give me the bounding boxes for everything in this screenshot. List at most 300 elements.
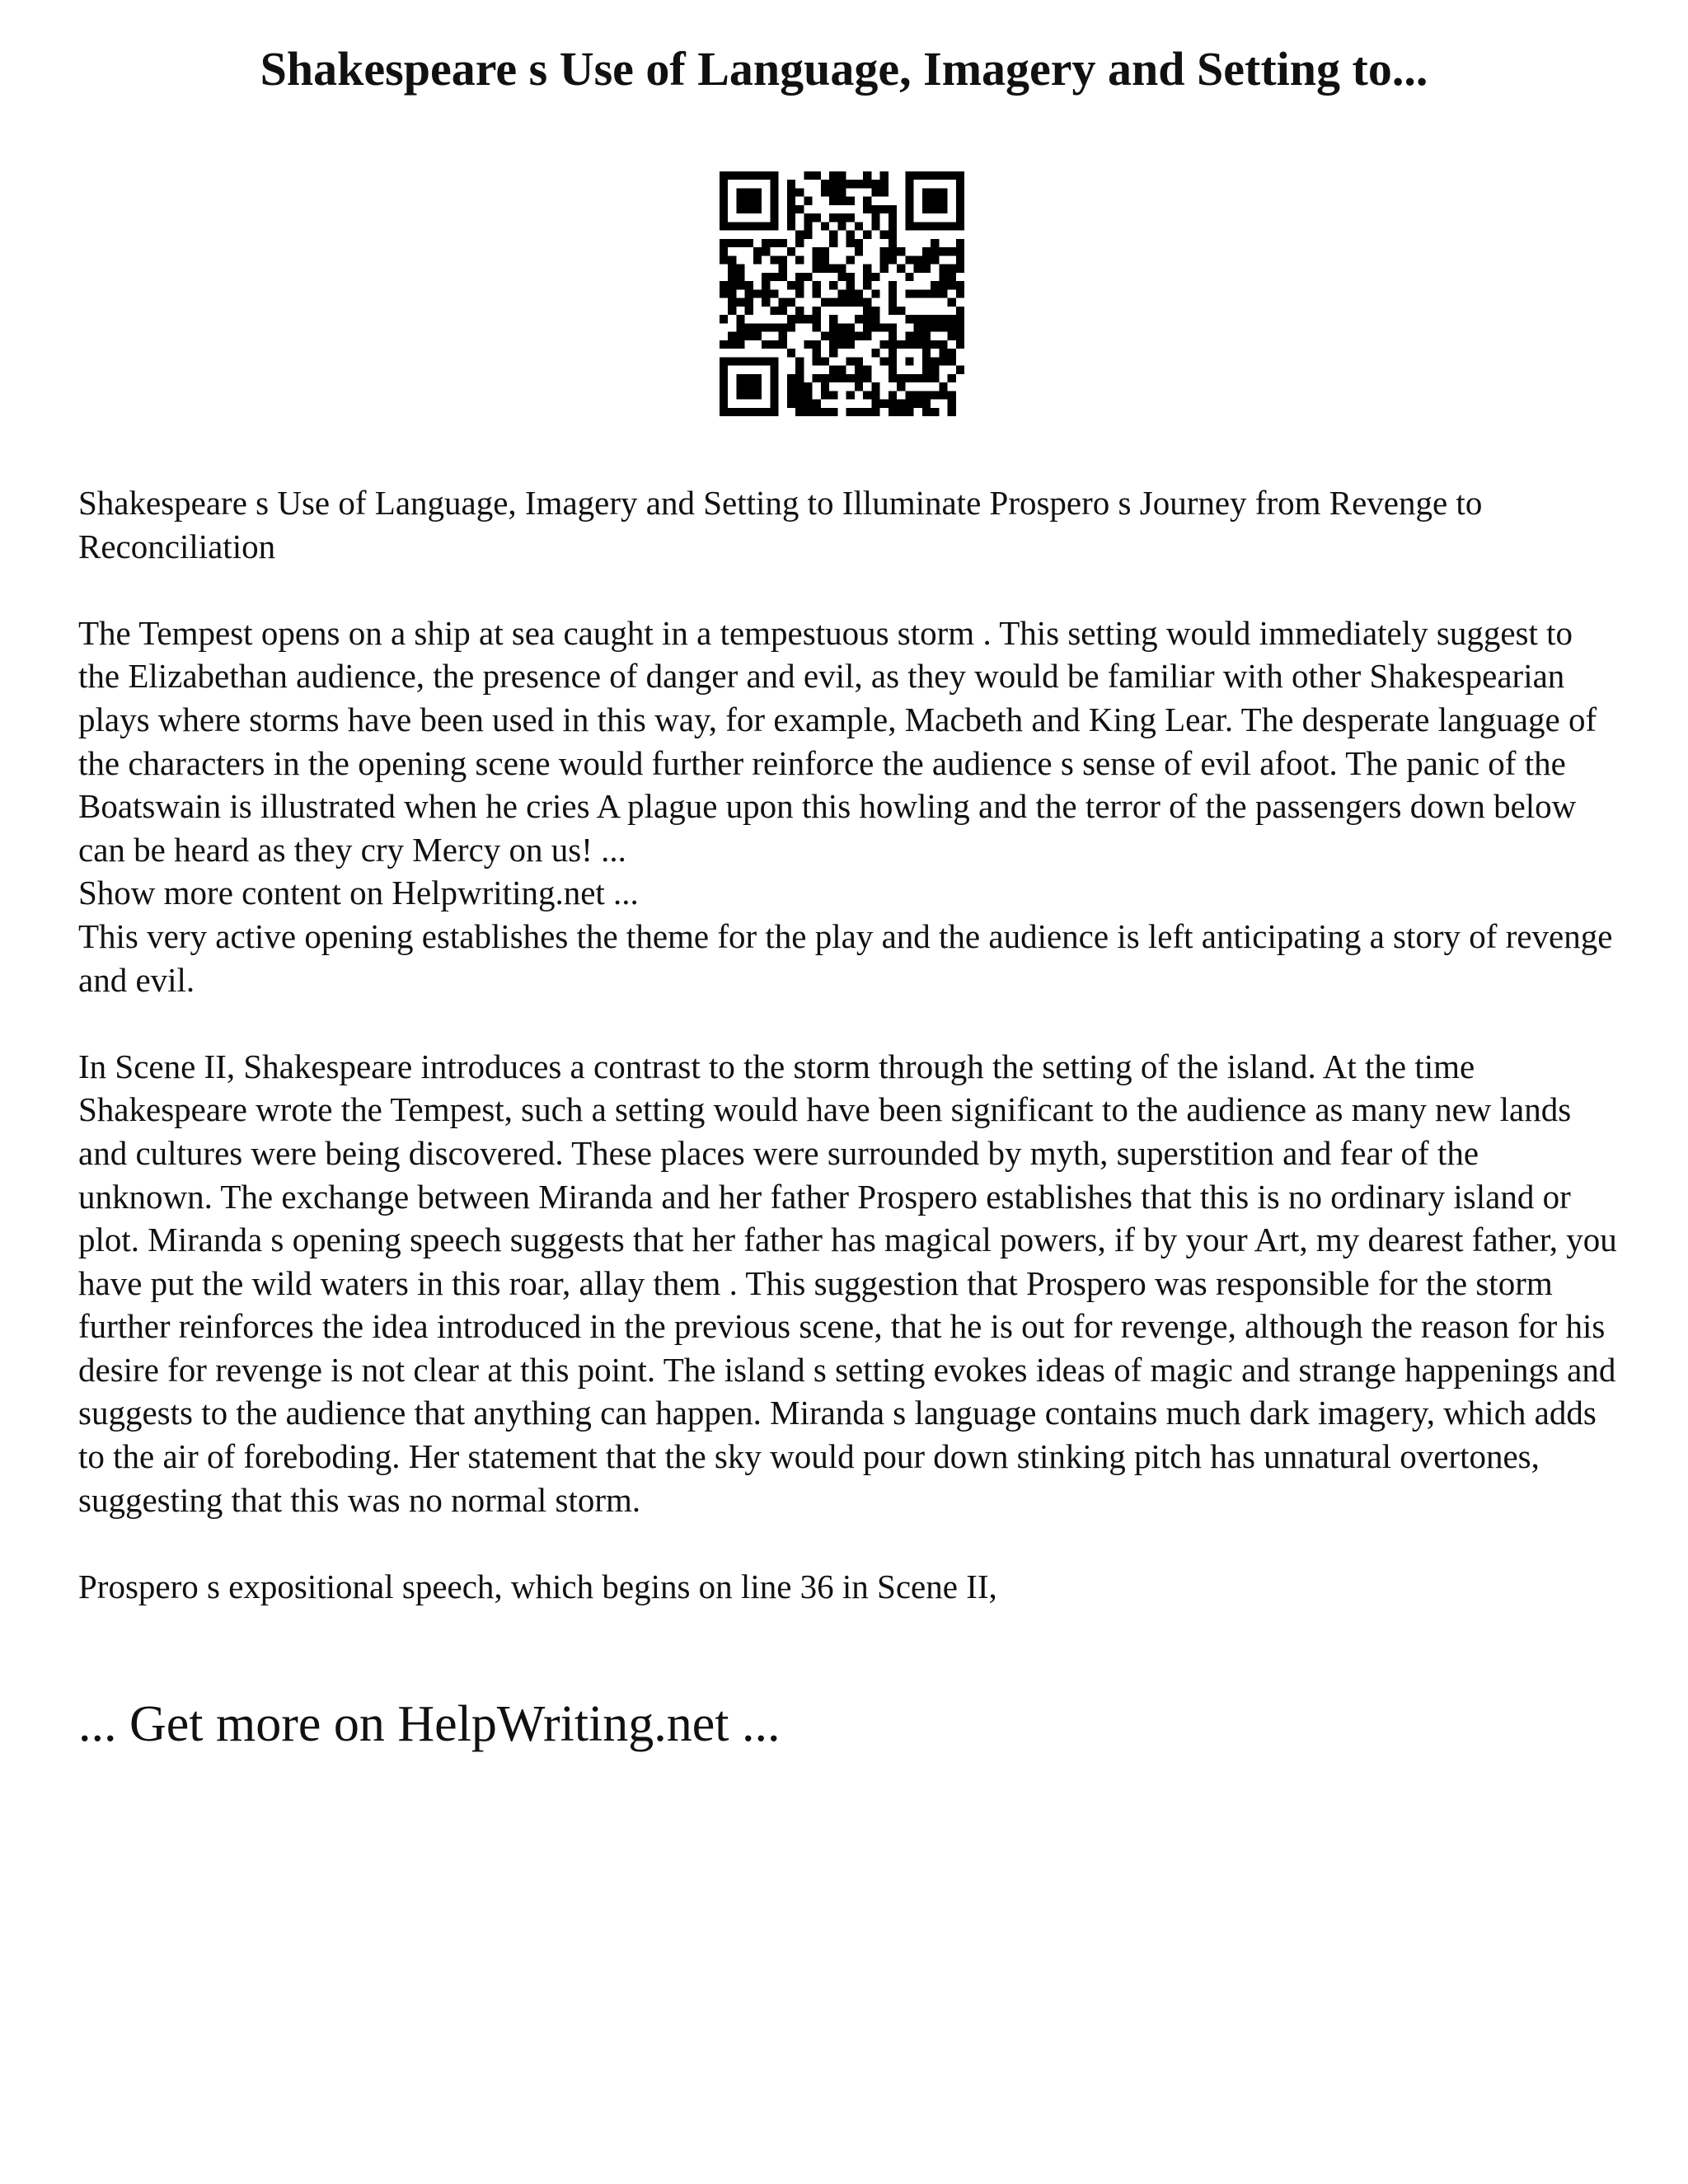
qr-module [956,180,964,188]
qr-module [804,171,812,180]
qr-module [846,357,855,365]
qr-module [922,247,931,255]
qr-module [762,323,770,331]
qr-module [889,281,897,289]
qr-module [804,231,812,239]
qr-module [948,357,956,365]
paragraph-gap [78,1521,1620,1565]
qr-module [922,323,931,331]
qr-module [795,391,804,399]
qr-module [846,391,855,399]
qr-module [948,408,956,416]
qr-module [829,188,837,196]
qr-module [770,289,778,298]
qr-module [720,315,728,323]
qr-module [745,374,753,382]
qr-module [939,315,947,323]
qr-module [871,400,879,408]
qr-module [871,213,879,222]
qr-module [855,315,863,323]
qr-module [779,332,787,340]
qr-module [813,374,821,382]
qr-module [897,265,905,273]
qr-module [939,273,947,281]
qr-module [871,391,879,399]
qr-module [804,197,812,205]
qr-module [753,255,762,264]
qr-module [922,357,931,365]
qr-module [905,400,913,408]
qr-module [846,255,855,264]
qr-module [905,357,913,365]
qr-module [956,213,964,222]
qr-module [813,247,821,255]
qr-module [948,265,956,273]
qr-module [795,400,804,408]
qr-module [855,298,863,307]
qr-module [863,307,871,315]
qr-module [745,307,753,315]
qr-module [762,289,770,298]
qr-module [720,197,728,205]
qr-module [829,374,837,382]
show-more-text: Show more content on Helpwriting.net ... [78,874,639,912]
qr-module [956,222,964,230]
qr-module [897,247,905,255]
qr-module [871,222,879,230]
qr-module [922,188,931,196]
qr-module [779,265,787,273]
qr-module [779,273,787,281]
qr-module [829,265,837,273]
qr-module [804,400,812,408]
qr-module [914,265,922,273]
qr-module [846,231,855,239]
qr-module [931,188,939,196]
qr-module [745,298,753,307]
qr-module [813,315,821,323]
qr-module [753,408,762,416]
qr-module [813,255,821,264]
qr-module [753,222,762,230]
qr-module [939,222,947,230]
qr-module [922,349,931,357]
qr-module [762,281,770,289]
qr-module [939,205,947,213]
qr-module [804,382,812,391]
qr-module [846,239,855,247]
qr-module [956,197,964,205]
qr-module [931,205,939,213]
qr-module [829,315,837,323]
qr-module [837,180,846,188]
qr-module [905,273,913,281]
qr-module [770,357,778,365]
qr-module [770,366,778,374]
qr-module [821,265,829,273]
qr-module [736,382,744,391]
qr-module [922,171,931,180]
qr-module [736,239,744,247]
qr-module [770,171,778,180]
qr-module [804,408,812,416]
qr-module [922,289,931,298]
qr-module [736,340,744,349]
qr-module [795,357,804,365]
qr-module [939,188,947,196]
qr-module [720,391,728,399]
qr-module [905,213,913,222]
qr-module [846,332,855,340]
qr-module [795,188,804,196]
qr-module [948,298,956,307]
qr-module [753,289,762,298]
qr-module [821,188,829,196]
qr-module [795,273,804,281]
qr-module [821,332,829,340]
qr-module [871,382,879,391]
qr-module [956,171,964,180]
qr-module [914,374,922,382]
qr-module [821,374,829,382]
qr-module [905,188,913,196]
qr-module [787,315,795,323]
qr-module [829,408,837,416]
qr-module [736,315,744,323]
qr-module [863,366,871,374]
qr-module [720,382,728,391]
qr-module [914,222,922,230]
qr-module [871,180,879,188]
qr-module [770,239,778,247]
qr-module [837,273,846,281]
qr-module [863,205,871,213]
qr-module [855,366,863,374]
qr-module [745,197,753,205]
qr-module [889,205,897,213]
qr-module [931,408,939,416]
qr-module [863,298,871,307]
qr-module [753,247,762,255]
qr-module [863,281,871,289]
qr-module [956,247,964,255]
qr-module [880,180,889,188]
qr-module [922,222,931,230]
qr-module [956,281,964,289]
qr-module [897,408,905,416]
qr-module [889,239,897,247]
qr-module [745,408,753,416]
qr-module [804,340,812,349]
paragraph-gap [78,1001,1620,1045]
qr-module [956,239,964,247]
qr-module [956,289,964,298]
qr-module [939,391,947,399]
qr-module [728,239,736,247]
qr-module [880,205,889,213]
qr-module [753,323,762,331]
qr-module [720,188,728,196]
qr-module [846,408,855,416]
qr-module [931,315,939,323]
qr-module [863,180,871,188]
qr-module [922,205,931,213]
qr-module [863,171,871,180]
qr-module [753,391,762,399]
qr-module [871,408,879,416]
qr-module [948,374,956,382]
qr-module [948,349,956,357]
qr-module [846,340,855,349]
qr-module [770,374,778,382]
paragraph-exposition: Prospero s expositional speech, which begins on line 36 in Scene II, [78,1567,997,1605]
qr-module [956,255,964,264]
qr-module [939,265,947,273]
qr-module [779,340,787,349]
qr-module [795,289,804,298]
qr-module [837,188,846,196]
qr-module [821,298,829,307]
qr-module [889,340,897,349]
qr-module [762,408,770,416]
qr-module [837,265,846,273]
qr-module [871,323,879,331]
qr-module [813,307,821,315]
qr-module [795,281,804,289]
qr-module [846,213,855,222]
qr-module [880,323,889,331]
qr-module [795,255,804,264]
paragraph-scene-two: In Scene II, Shakespeare introduces a contrast to the storm through the setting of the island. At the time Shakespeare wrote the Tempest, such a setting would have been significant to the audience as many new lands and cultures were being discovered. These places were surrounded by myth, superstition and fear of the unknown. The exchange between Miranda and her father Prospero establishes that this is no ordinary island or plot. Miranda s opening speech suggests that her father has magical powers, if by your Art, my dearest father, you have put the wild waters in this roar, allay them . This suggestion that Prospero was responsible for the storm further reinforces the idea introduced in the previous scene, that he is out for revenge, although the reason for his desire for revenge is not clear at this point. The island s setting evokes ideas of magic and strange happenings and suggests to the audience that anything can happen. Miranda s language contains much dark imagery, which adds to the air of foreboding. Her statement that the sky would pour down stinking pitch has unnatural overtones, suggesting that this was no normal storm. [78,1047,1617,1519]
qr-module [922,315,931,323]
qr-module [880,188,889,196]
qr-module [837,332,846,340]
qr-module [728,408,736,416]
qr-module [795,231,804,239]
qr-module [914,315,922,323]
qr-module [720,205,728,213]
qr-module [728,340,736,349]
qr-module [728,273,736,281]
qr-module [770,382,778,391]
qr-module [728,332,736,340]
qr-module [855,332,863,340]
qr-module [736,323,744,331]
qr-module [787,298,795,307]
qr-module [829,391,837,399]
qr-module [956,332,964,340]
qr-module [914,171,922,180]
qr-module [787,180,795,188]
qr-module [829,323,837,331]
qr-module [871,315,879,323]
qr-module [889,231,897,239]
qr-module [905,289,913,298]
qr-module [922,265,931,273]
qr-module [753,332,762,340]
qr-module [863,391,871,399]
qr-module [762,340,770,349]
qr-module [939,289,947,298]
qr-module [753,171,762,180]
qr-module [948,400,956,408]
qr-module [931,340,939,349]
qr-module [804,315,812,323]
qr-module [753,382,762,391]
qr-module [736,357,744,365]
qr-module [770,180,778,188]
qr-module [770,340,778,349]
qr-module [770,273,778,281]
qr-module [728,298,736,307]
qr-module [914,391,922,399]
qr-module [821,357,829,365]
qr-module [914,323,922,331]
qr-module [787,205,795,213]
qr-module [880,357,889,365]
qr-module [914,332,922,340]
qr-module [770,205,778,213]
qr-module [720,222,728,230]
qr-module [821,408,829,416]
qr-module [846,289,855,298]
qr-module [813,340,821,349]
qr-module [813,400,821,408]
qr-module [846,197,855,205]
qr-module [787,247,795,255]
qr-module [728,171,736,180]
qr-module [939,382,947,391]
document-body [78,481,1620,1608]
qr-module [787,213,795,222]
qr-module [939,323,947,331]
qr-module [880,171,889,180]
paragraph-theme: This very active opening establishes the theme for the play and the audience is left anticipating a story of revenge and evil. [78,916,1613,999]
qr-module [889,323,897,331]
qr-module [889,255,897,264]
qr-module [736,171,744,180]
qr-module [829,340,837,349]
qr-module [922,340,931,349]
qr-module [922,374,931,382]
qr-module [880,400,889,408]
qr-module [762,222,770,230]
qr-module [948,323,956,331]
qr-module [855,408,863,416]
qr-module [846,374,855,382]
get-more-link[interactable]: ... Get more on HelpWriting.net ... [78,1696,781,1752]
qr-module [897,400,905,408]
qr-module [905,315,913,323]
qr-module [905,180,913,188]
qr-module [863,408,871,416]
qr-module [720,289,728,298]
qr-module [889,366,897,374]
qr-module [770,408,778,416]
qr-module [880,340,889,349]
qr-module [736,188,744,196]
qr-module [821,180,829,188]
qr-module [753,197,762,205]
qr-module [795,307,804,315]
qr-module [846,273,855,281]
qr-module [871,205,879,213]
qr-module [736,205,744,213]
qr-module [863,332,871,340]
qr-module [905,340,913,349]
qr-module [939,171,947,180]
qr-module [813,323,821,331]
qr-module [745,391,753,399]
qr-module [948,281,956,289]
qr-module [837,197,846,205]
qr-module [787,281,795,289]
qr-module [855,222,863,230]
qr-module [821,382,829,391]
qr-module [889,374,897,382]
qr-module [720,374,728,382]
qr-module [871,307,879,315]
qr-module [728,265,736,273]
qr-module [804,273,812,281]
qr-module [897,374,905,382]
qr-module [871,188,879,196]
qr-module [779,239,787,247]
qr-module [922,366,931,374]
qr-module [753,205,762,213]
qr-module [720,180,728,188]
qr-module [736,265,744,273]
qr-module [787,400,795,408]
qr-module [905,205,913,213]
qr-module [736,391,744,399]
qr-module [889,289,897,298]
qr-module [956,205,964,213]
qr-module [948,247,956,255]
qr-module [948,391,956,399]
qr-module [770,222,778,230]
qr-module [736,332,744,340]
qr-module [956,366,964,374]
qr-module [795,374,804,382]
qr-module [931,357,939,365]
qr-module [846,180,855,188]
qr-module [720,400,728,408]
qr-module [829,213,837,222]
qr-module [829,298,837,307]
qr-module [931,247,939,255]
qr-module [787,188,795,196]
qr-module [787,382,795,391]
qr-module [813,349,821,357]
qr-module [956,265,964,273]
qr-module [855,289,863,298]
qr-module [922,408,931,416]
qr-module [846,281,855,289]
qr-module [745,222,753,230]
qr-module [720,213,728,222]
qr-module [889,408,897,416]
qr-module [948,273,956,281]
qr-module [813,357,821,365]
qr-module [829,197,837,205]
qr-module [745,289,753,298]
qr-module [720,408,728,416]
qr-module [939,340,947,349]
qr-module [863,273,871,281]
qr-module [745,205,753,213]
qr-module [736,273,744,281]
